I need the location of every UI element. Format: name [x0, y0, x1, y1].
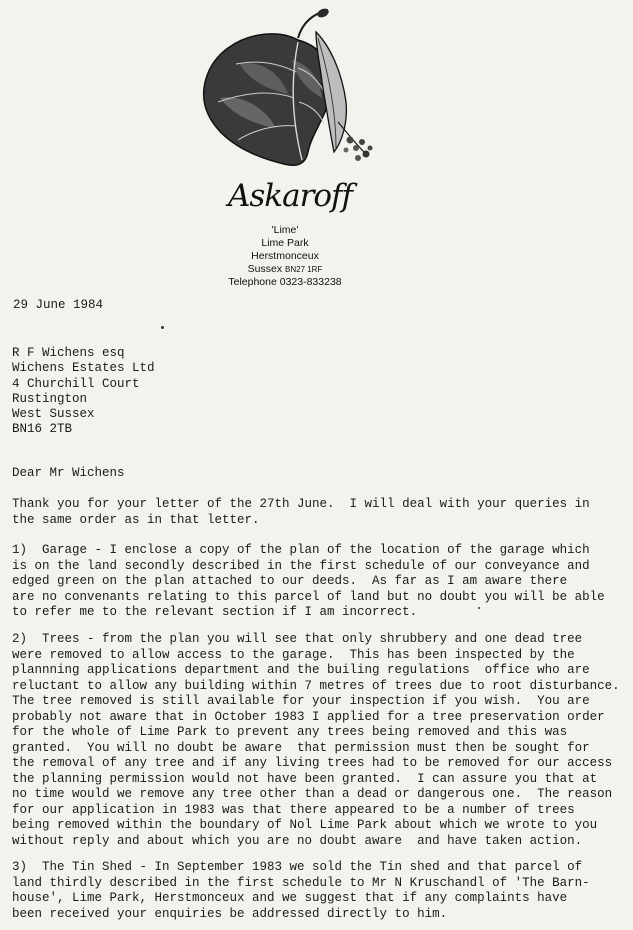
body-line: Thank you for your letter of the 27th June. I will deal with your queries in	[12, 497, 590, 511]
body-line: been received your enquiries be addressed directly to him.	[12, 906, 448, 921]
recipient-line: Rustington	[12, 391, 88, 406]
body-line: to refer me to the relevant section if I am incorrect.	[12, 605, 418, 619]
brand-name: Askaroff	[228, 178, 352, 214]
address-line: Lime Park	[261, 237, 309, 249]
body-line: the planning permission would not have been granted. I can assure you that at	[12, 771, 598, 786]
body-line: being removed within the boundary of Nol Lime Park about which we wrote to you	[12, 818, 598, 832]
address-county-line	[200, 263, 370, 276]
address-postcode: BN27 1RF	[285, 265, 323, 274]
letter-date: 29 June 1984	[13, 298, 104, 312]
address-line: 'Lime'	[271, 224, 299, 236]
body-line: reluctant to allow any building within 7 metres of trees due to root disturbance.	[12, 678, 620, 693]
body-line: 2) Trees - from the plan you will see that only shrubbery and one dead tree	[12, 632, 583, 646]
body-line: the removal of any tree and if any living trees had to be removed for our access	[12, 756, 613, 770]
paragraph-trees	[12, 632, 624, 849]
body-line: for the whole of Lime Park to prevent any trees being removed and this was	[12, 725, 568, 739]
body-line: edged green on the plan attached to our deeds. As far as I am aware there	[12, 574, 568, 588]
body-line: were removed to allow access to the garage. This has been inspected by the	[12, 647, 575, 662]
recipient-line: West Sussex	[12, 407, 95, 422]
recipient-line: Wichens Estates Ltd	[12, 361, 155, 376]
body-line: is on the land secondly described in the first schedule of our conveyance and	[12, 558, 590, 573]
body-line: house', Lime Park, Herstmonceux and we suggest that if any complaints have	[12, 891, 568, 905]
body-line: no time would we remove any tree other than a dead or dangerous one. The reason	[12, 787, 613, 801]
paragraph-garage	[12, 543, 624, 621]
body-line: granted. You will no doubt be aware that permission must then be sought for	[12, 740, 590, 755]
body-line: probably not aware that in October 1983 I applied for a tree preservation order	[12, 709, 605, 724]
address-line: Herstmonceux	[251, 250, 319, 262]
body-line: the same order as in that letter.	[12, 512, 260, 527]
salutation: Dear Mr Wichens	[12, 466, 125, 480]
recipient-line: 4 Churchill Court	[12, 376, 140, 391]
recipient-address	[12, 346, 155, 438]
body-line: for our application in 1983 was that there appeared to be a number of trees	[12, 802, 575, 817]
body-line: 1) Garage - I enclose a copy of the plan of the location of the garage which	[12, 543, 590, 557]
recipient-line: BN16 2TB	[12, 422, 73, 437]
telephone-line: Telephone 0323-833238	[228, 276, 342, 288]
body-line: 3) The Tin Shed - In September 1983 we sold the Tin shed and that parcel of	[12, 860, 583, 874]
body-line: are no convenants relating to this parcel of land but no doubt you will be able	[12, 589, 605, 604]
stray-mark	[161, 326, 164, 329]
body-line: plannning applications department and the builing regulations office who are	[12, 663, 590, 677]
letterhead-address	[200, 224, 370, 289]
paragraph-intro	[12, 497, 624, 528]
address-county: Sussex	[247, 263, 283, 275]
body-line: without reply and about which you are no doubt aware and have taken action.	[12, 833, 583, 848]
body-line: The tree removed is still available for your inspection if you wish. You are	[12, 694, 590, 708]
paragraph-tin-shed	[12, 860, 624, 922]
recipient-line: R F Wichens esq	[12, 346, 125, 360]
body-line: land thirdly described in the first schedule to Mr N Kruschandl of 'The Barn-	[12, 875, 590, 890]
lime-leaf-logo	[180, 2, 400, 174]
